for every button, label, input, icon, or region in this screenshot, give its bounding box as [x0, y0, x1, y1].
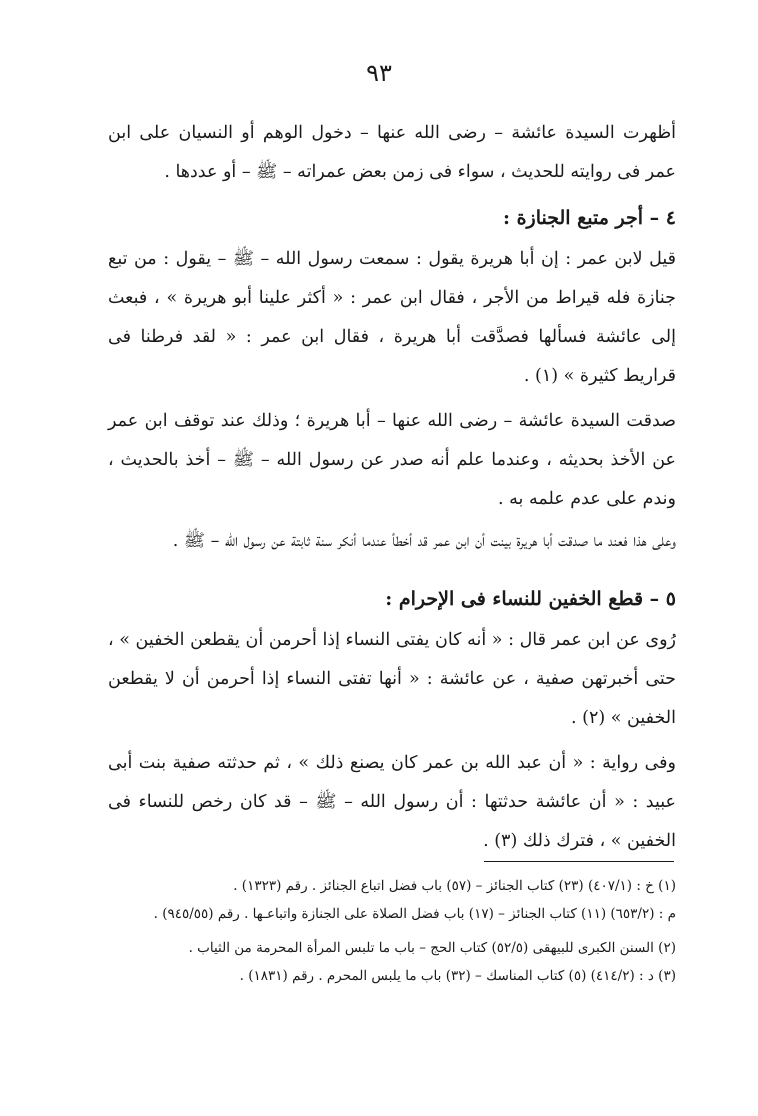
paragraph-conclusion: وعلى هذا فعند ما صدقت أبا هريرة بينت أن ابن عمر قد أخطأ عندما أنكر سنة ثابتة عن رسول الله – ﷺ . — [172, 531, 676, 551]
footnote-1a: (١) خ : (٤٠٧/١) (٢٣) كتاب الجنائز – (٥٧) باب فضل اتباع الجنائز . رقم (١٣٢٣) . — [233, 878, 676, 894]
paragraph-funeral-hadith: قيل لابن عمر : إن أبا هريرة يقول : سمعت رسول الله – ﷺ – يقول : من تبع جنازة فله قيراط من الأجر ، فقال ابن عمر : « أكثر علينا أبو هريرة » ، فبعث إلى عائشة فسألها فصدَّقت أبا هريرة ، فقال ابن عمر : « لقد فرطنا فى قراريط كثيرة » (١) . — [108, 249, 676, 386]
paragraph-khuffain: رُوى عن ابن عمر قال : « أنه كان يفتى النساء إذا أحرمن أن يقطعن الخفين » ، حتى أخبرتهن صفية ، عن عائشة : « أنها تفتى النساء إذا أحرمن أن لا يقطعن الخفين » (٢) . — [108, 630, 676, 728]
section-heading-4: ٤ – أجر متبع الجنازة : — [502, 207, 676, 229]
paragraph-aisha-correction: أظهرت السيدة عائشة – رضى الله عنها – دخول الوهم أو النسيان على ابن عمر فى روايته للحديث ، سواء فى زمن بعض عمراته – ﷺ – أو عددها . — [108, 123, 676, 182]
footnote-divider — [484, 861, 674, 862]
page-number: ٩٣ — [366, 59, 392, 87]
footnotes — [112, 872, 676, 990]
section-heading-5: ٥ – قطع الخفين للنساء فى الإحرام : — [385, 588, 676, 610]
footnote-2: (٢) السنن الكبرى للبيهقى (٥٢/٥) كتاب الحج – باب ما تلبس المرأة المحرمة من الثياب . — [188, 940, 676, 956]
paragraph-aisha-confirms: صدقت السيدة عائشة – رضى الله عنها – أبا هريرة ؛ وذلك عند توقف ابن عمر عن الأخذ بحديثه ، وعندما علم أنه صدر عن رسول الله – ﷺ – أخذ بالحديث ، وندم على عدم علمه به . — [108, 411, 676, 509]
main-text — [108, 114, 676, 864]
footnote-3: (٣) د : (٤١٤/٢) (٥) كتاب المناسك – (٣٢) باب ما يلبس المحرم . رقم (١٨٣١) . — [239, 968, 676, 984]
paragraph-khuffain-narration: وفى رواية : « أن عبد الله بن عمر كان يصنع ذلك » ، ثم حدثته صفية بنت أبى عبيد : « أن عائشة حدثتها : أن رسول الله – ﷺ – قد كان رخص للنساء فى الخفين » ، فترك ذلك (٣) . — [108, 753, 676, 851]
footnote-1b: م : (٦٥٣/٢) (١١) كتاب الجنائز – (١٧) باب فضل الصلاة على الجنازة واتباعـها . رقم (٩٤٥/٥٥) . — [153, 906, 676, 922]
